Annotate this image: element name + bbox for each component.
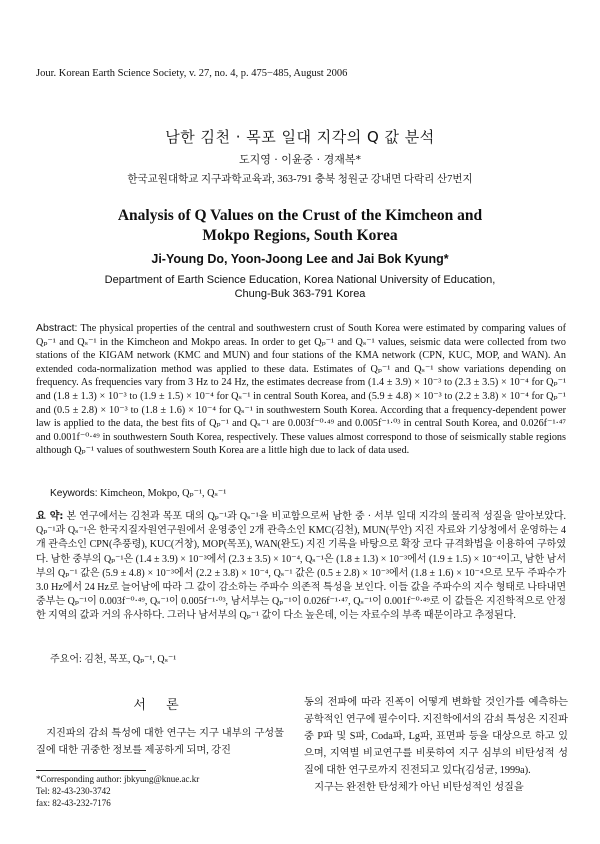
keywords-text: Kimcheon, Mokpo, Qₚ⁻¹, Qₛ⁻¹ (100, 488, 227, 499)
footnote-rule (36, 770, 146, 771)
journal-citation: Jour. Korean Earth Science Society, v. 27, no. 4, p. 475−485, August 2006 (36, 68, 348, 79)
footnote-corresponding-author: *Corresponding author: jbkyung@knue.ac.kr (36, 774, 200, 784)
section-heading-introduction: 서 론 (133, 698, 187, 713)
korean-affiliation: 한국교원대학교 지구과학교육과, 363-791 충북 청원군 강내면 다락리 산7번지 (127, 174, 473, 185)
abstract-label: Abstract: (36, 322, 78, 334)
english-affiliation (0, 274, 600, 301)
keywords-label: Keywords: (50, 488, 98, 499)
korean-keywords-label: 주요어: (50, 654, 82, 665)
footnote-tel: Tel: 82-43-230-3742 (36, 786, 111, 796)
intro-paragraph-right-2: 지구는 완전한 탄성체가 아닌 비탄성적인 성질을 (314, 782, 524, 793)
right-column (304, 694, 568, 796)
english-title-line-1: Analysis of Q Values on the Crust of the Kimcheon and (117, 207, 483, 224)
english-authors: Ji-Young Do, Yoon-Joong Lee and Jai Bok Kyung* (151, 252, 449, 266)
english-title-line-2: Mokpo Regions, South Korea (202, 227, 398, 244)
korean-abstract-text: 본 연구에서는 김천과 목포 대의 Qₚ⁻¹과 Qₛ⁻¹을 비교함으로써 남한 중 · 서부 일대 지각의 물리적 성질을 알아보았다. Qₚ⁻¹과 Qₛ⁻¹은 한국지질자원연구원에서 운영중인 2개 관측소인 KMC(김천), MUN(무안) 지진 자료와 기상청에서 운영하는 4개 관측소인 CPN(추풍령), KUC(거창), MOP(목포), WAN(완도) 지진 기록을 바탕으로 확장 코다 규격화법을 이용하여 구하였다. 남한 중부의 Qₚ⁻¹은 (1.4 ± 3.9) × 10⁻³에서 (2.3 ± 3.5) × 10⁻⁴, Qₛ⁻¹은 (1.8 ± 1.3) × 10⁻³에서 (1.9 ± 1.5) × 10⁻⁴이고, 남한 남서부의 Qₚ⁻¹ 값은 (5.9 ± 4.8) × 10⁻³에서 (2.2 ± 3.8) × 10⁻⁴, Qₛ⁻¹ 값은 (0.5 ± 2.8) × 10⁻³에서 (1.8 ± 1.6) × 10⁻⁴으로 모두 주파수가 3.0 Hz에서 24 Hz로 늘어남에 따라 그 값이 감소하는 주파수 의존적 특성을 보인다. 이들 값을 주파수의 지수 형태로 나타내면 중부는 Qₚ⁻¹이 0.003f⁻⁰·⁴⁹, Qₛ⁻¹이 0.005f⁻¹·⁰³, 남서부는 Qₚ⁻¹이 0.026f⁻¹·⁴⁷, Qₛ⁻¹이 0.001f⁻⁰·⁴⁹로 이 값들은 지진학적으로 안정한 지역의 값과 거의 유사하다. 그러나 남서부의 Qₚ⁻¹ 값이 다소 높은데, 이는 자료수의 부족 때문이라고 추정된다. (36, 511, 566, 622)
korean-keywords-text: 김천, 목포, Qₚ⁻¹, Qₛ⁻¹ (84, 654, 177, 665)
footnote-fax: fax: 82-43-232-7176 (36, 798, 111, 808)
english-keywords (50, 488, 226, 499)
intro-paragraph-left: 지진파의 감쇠 특성에 대한 연구는 지구 내부의 구성물질에 대한 귀중한 정보를 제공하게 되며, 강진 (36, 728, 284, 756)
korean-abstract-label: 요 약: (36, 511, 64, 522)
korean-authors: 도지영 · 이윤중 · 경재복* (238, 153, 362, 166)
abstract-text: The physical properties of the central and southwestern crust of South Korea were estimated by comparing values of Qₚ⁻¹ and Qₛ⁻¹ in the Kimcheon and Mokpo areas. In order to get Qₚ⁻¹ and Qₛ⁻¹ values, seismic data were collected from two stations of the KIGAM network (KMC and MUN) and four stations of the KMA network (CPN, KUC, MOP, and WAN). An extended coda-normalization method was applied to these data. Estimates of Qₚ⁻¹ and Qₛ⁻¹ show variations depending on frequency. As frequencies vary from 3 Hz to 24 Hz, the estimates decrease from (1.4 ± 3.9) × 10⁻³ to (2.3 ± 3.5) × 10⁻⁴ for Qₚ⁻¹ and (1.8 ± 1.3) × 10⁻³ to (1.9 ± 1.5) × 10⁻⁴ for Qₛ⁻¹ in central South Korea, and (5.9 ± 4.8) × 10⁻³ to (2.2 ± 3.8) × 10⁻⁴ for Qₚ⁻¹ and (0.5 ± 2.8) × 10⁻³ to (1.8 ± 1.6) × 10⁻⁴ for Qₛ⁻¹ in southwestern South Korea. According that a frequency-dependent power law is applied to the data, the best fits of Qₚ⁻¹ and Qₛ⁻¹ are 0.003f⁻⁰·⁴⁹ and 0.005f⁻¹·⁰³ in central South Korea, and 0.026f⁻¹·⁴⁷ and 0.001f⁻⁰·⁴⁹ in southwestern South Korea, respectively. These values almost correspond to those of seismically stable regions although Qₚ⁻¹ values of southwestern South Korea are a little high due to lack of data used. (36, 323, 567, 457)
korean-keywords (50, 650, 176, 665)
english-abstract (36, 322, 566, 458)
korean-abstract (36, 510, 566, 624)
english-affiliation-line-2: Chung-Buk 363-791 Korea (234, 287, 366, 300)
english-title (0, 206, 600, 246)
footnote (36, 773, 199, 809)
korean-title: 남한 김천 · 목포 일대 지각의 Q 값 분석 (165, 128, 435, 146)
intro-paragraph-right-1: 동의 전파에 따라 진폭이 어떻게 변화할 것인가를 예측하는 공학적인 연구에 필수이다. 지진학에서의 감쇠 특성은 지진파 중 P파 및 S파, Coda파, Lg파, 표면파 등을 대상으로 하고 있으며, 지역별 비교연구를 비롯하여 지구 심부의 비탄성적 성질에 대한 연구로까지 진전되고 있다(김성균, 1999a). (304, 697, 568, 776)
english-affiliation-line-1: Department of Earth Science Education, Korea National University of Education, (104, 274, 496, 286)
left-column (36, 694, 284, 759)
